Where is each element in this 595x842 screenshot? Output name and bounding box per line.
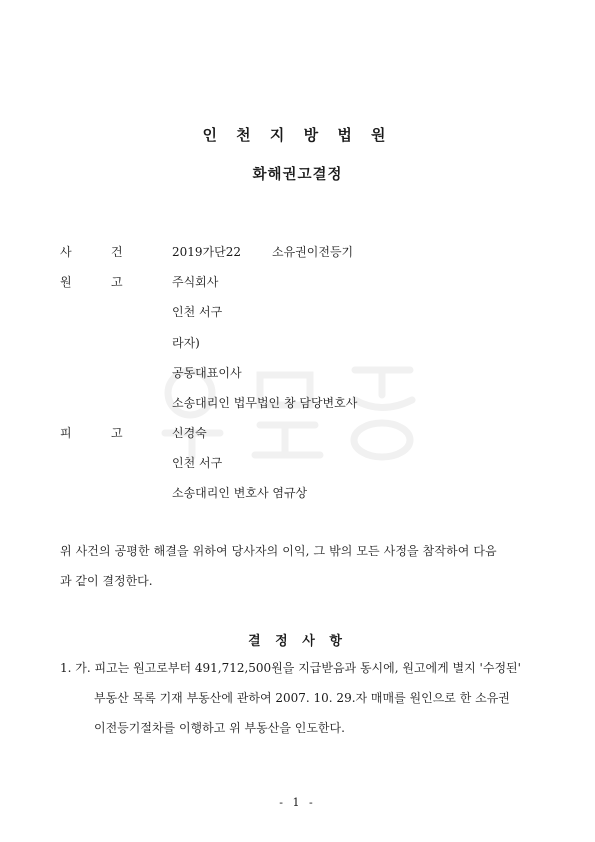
defendant-line: 인천 서구 [172, 456, 223, 470]
plaintiff-line: 인천 서구 [172, 305, 223, 319]
plaintiff-line: 주식회사 [172, 275, 219, 289]
plaintiff-label-2: 고 [111, 275, 123, 289]
intro-line: 과 같이 결정한다. [60, 574, 153, 588]
page-number: - 1 - [279, 796, 316, 809]
decision-item-line: 부동산 목록 기재 부동산에 관하여 2007. 10. 29.자 매매를 원인으로 한 소유권 [94, 691, 510, 705]
plaintiff-line: 소송대리인 법무법인 창 담당변호사 [172, 396, 358, 410]
document-title: 화해권고결정 [252, 167, 343, 183]
defendant-line: 소송대리인 변호사 염규상 [172, 486, 308, 500]
case-label-2: 건 [111, 245, 123, 259]
decision-item-line: 1. 가. 피고는 원고로부터 491,712,500원을 지급받음과 동시에, 원고에게 별지 '수정된' [60, 661, 521, 675]
intro-line: 위 사건의 공평한 해결을 위하여 당사자의 이익, 그 밖의 모든 사정을 참작하여 다음 [60, 544, 497, 558]
court-name: 인 천 지 방 법 원 [202, 126, 393, 144]
case-label-1: 사 [60, 245, 72, 259]
defendant-line: 신경숙 [172, 426, 207, 440]
plaintiff-line: 라자) [172, 336, 200, 350]
defendant-label-2: 고 [111, 426, 123, 440]
plaintiff-label-1: 원 [60, 275, 72, 289]
plaintiff-line: 공동대표이사 [172, 366, 242, 380]
case-name: 소유권이전등기 [272, 245, 354, 259]
defendant-label-1: 피 [60, 426, 72, 440]
decision-heading: 결 정 사 항 [248, 634, 347, 649]
decision-item-line: 이전등기절차를 이행하고 위 부동산을 인도한다. [94, 721, 345, 735]
case-number: 2019가단22 [172, 245, 241, 259]
